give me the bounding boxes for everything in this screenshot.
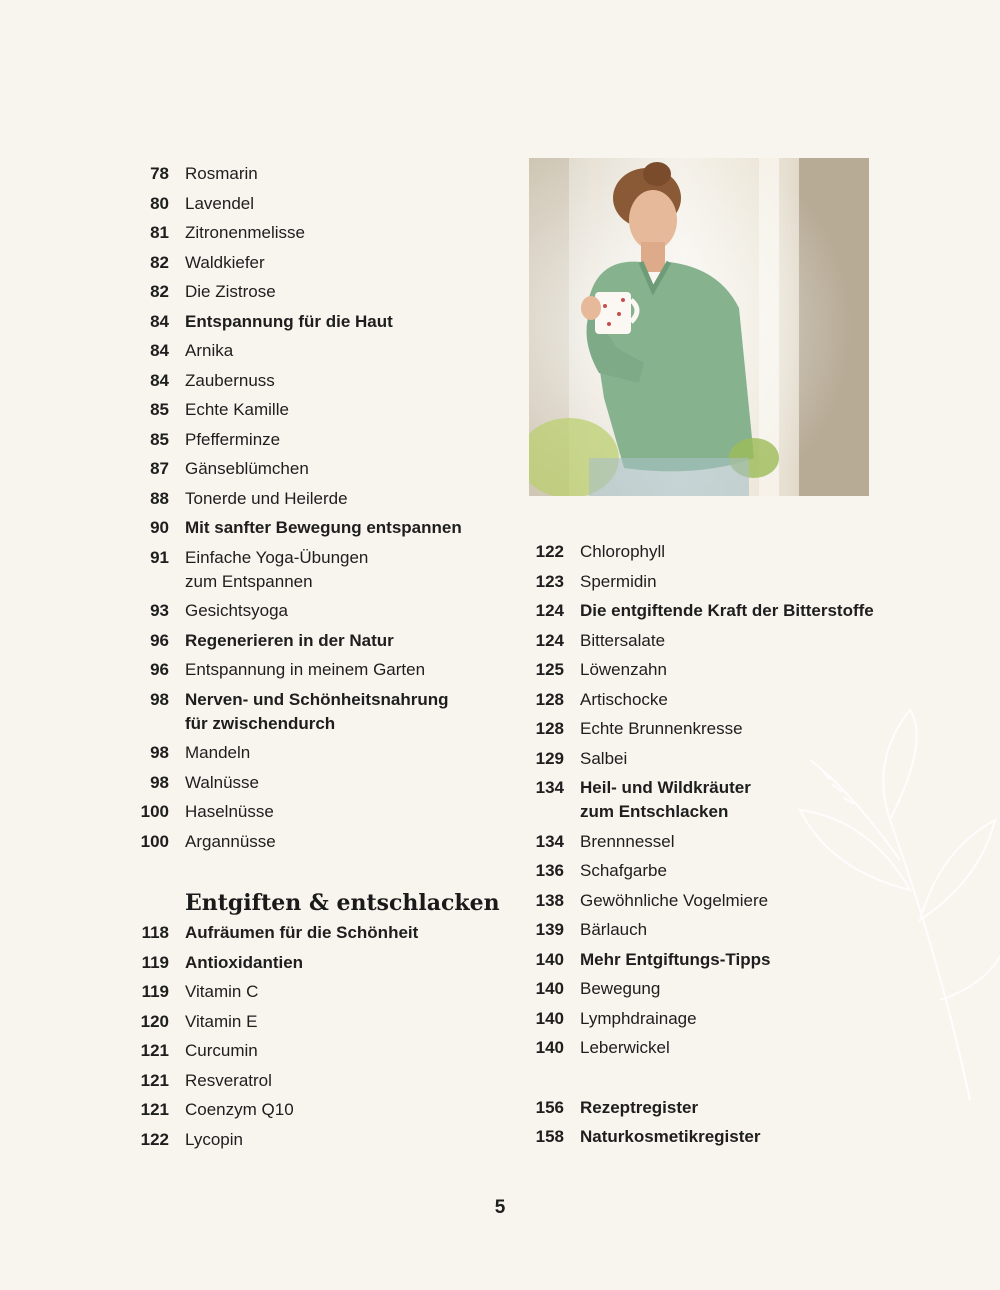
toc-entry-title-line: Rezeptregister — [580, 1097, 699, 1117]
toc-entry — [133, 599, 503, 629]
toc-entry-title-line: Die entgiftende Kraft der Bitterstoffe — [580, 601, 874, 620]
toc-page-number: 138 — [535, 890, 564, 910]
toc-entry-title — [185, 192, 254, 216]
toc-entry-title — [580, 717, 743, 741]
toc-entry — [133, 629, 503, 659]
toc-entry-title-line: Brennnessel — [580, 831, 675, 851]
toc-page-number: 140 — [535, 979, 564, 998]
toc-entry — [133, 310, 503, 340]
toc-left-column — [133, 162, 503, 1157]
toc-page-number: 128 — [535, 719, 564, 738]
toc-entry-title-line: Bärlauch — [580, 920, 648, 939]
toc-entry-title — [580, 599, 874, 623]
toc-entry-title-line: Gewöhnliche Vogelmiere — [580, 890, 769, 910]
toc-entry-title — [185, 398, 289, 422]
toc-page-number: 136 — [535, 861, 564, 880]
section-heading: Entgiften & entschlacken — [185, 890, 500, 916]
toc-entry-title — [185, 1010, 257, 1034]
toc-entry-title — [185, 251, 265, 275]
toc-entry — [133, 398, 503, 428]
toc-entry-title — [185, 800, 274, 824]
toc-list — [133, 162, 503, 859]
toc-entry-title-line: Bewegung — [580, 979, 661, 998]
toc-page-number: 82 — [150, 252, 169, 272]
toc-entry-title — [185, 221, 305, 245]
toc-entry-title-line: Regenerieren in der Natur — [185, 630, 394, 650]
toc-entry-title-line: Artischocke — [580, 689, 668, 709]
toc-entry-title-line: Lymphdrainage — [580, 1008, 697, 1028]
toc-entry-title-line: Zitronenmelisse — [185, 223, 305, 242]
toc-entry-title-line: Antioxidantien — [185, 952, 304, 972]
toc-entry-title-line: Gesichtsyoga — [185, 601, 288, 620]
toc-entry-title — [185, 830, 276, 854]
toc-entry-title — [580, 859, 667, 883]
toc-page-number: 118 — [141, 923, 169, 942]
toc-entry — [528, 629, 888, 659]
toc-entry-title — [185, 457, 309, 481]
toc-entry-title — [185, 1039, 258, 1063]
toc-entry-title — [580, 688, 668, 712]
toc-page-number: 121 — [140, 1100, 169, 1119]
toc-entry — [133, 741, 503, 771]
leaf-ornament-icon — [770, 700, 1000, 1100]
photo-woman-with-tea-mug — [529, 158, 869, 496]
toc-entry — [133, 369, 503, 399]
toc-page-number: 85 — [150, 429, 169, 449]
toc-page-number: 87 — [150, 459, 169, 478]
toc-entry-title — [580, 918, 647, 942]
toc-entry — [133, 516, 503, 546]
toc-page-number: 125 — [535, 660, 564, 679]
toc-page-number: 128 — [535, 689, 564, 709]
toc-page-number: 158 — [535, 1127, 564, 1146]
toc-entry-title-line: Nerven- und Schönheitsnahrung — [185, 689, 449, 709]
toc-entry — [133, 428, 503, 458]
toc-page-number: 119 — [141, 982, 169, 1001]
toc-entry — [133, 280, 503, 310]
toc-entry — [133, 658, 503, 688]
toc-entry — [133, 162, 503, 192]
toc-entry-title — [185, 339, 233, 363]
toc-entry-title — [185, 280, 276, 304]
toc-entry-title — [185, 629, 394, 653]
toc-entry-title-line: Mehr Entgiftungs-Tipps — [580, 949, 771, 969]
toc-entry — [133, 951, 503, 981]
toc-entry-title — [580, 570, 657, 594]
toc-entry-title-line: Naturkosmetikregister — [580, 1127, 761, 1146]
toc-entry-title-line: Walnüsse — [185, 772, 260, 792]
toc-entry-title-line: Echte Kamille — [185, 400, 289, 419]
toc-entry-title — [580, 1036, 670, 1060]
toc-page-number: 120 — [140, 1011, 169, 1031]
toc-entry-title-line: für zwischendurch — [185, 713, 336, 733]
toc-entry-title-line: zum Entschlacken — [580, 802, 729, 821]
toc-entry — [133, 830, 503, 860]
toc-entry-title-line: Resveratrol — [185, 1070, 272, 1090]
toc-entry-title-line: Heil- und Wildkräuter — [580, 778, 751, 797]
toc-entry-title-line: Haselnüsse — [185, 802, 274, 821]
toc-page-number: 140 — [535, 1008, 564, 1028]
toc-entry-title — [580, 658, 667, 682]
toc-page-number: 100 — [140, 802, 169, 821]
toc-page-number: 96 — [150, 660, 169, 679]
toc-entry-title-line: Argannüsse — [185, 831, 276, 851]
toc-entry — [133, 771, 503, 801]
toc-page-number: 96 — [150, 630, 169, 650]
toc-page-number: 85 — [150, 400, 169, 419]
toc-entry-title-line: Spermidin — [580, 571, 657, 591]
toc-page-number: 81 — [150, 223, 169, 242]
toc-page-number: 82 — [150, 282, 169, 301]
toc-entry — [528, 570, 888, 600]
page-number: 5 — [494, 1197, 506, 1218]
toc-page-number: 98 — [150, 743, 169, 762]
toc-entry-title — [185, 310, 393, 334]
toc-page-number: 124 — [535, 601, 564, 620]
toc-list — [528, 1096, 888, 1155]
toc-entry-title-line: Lycopin — [185, 1129, 243, 1149]
toc-entry-title-line: Schafgarbe — [580, 861, 667, 880]
toc-entry — [133, 221, 503, 251]
toc-page-number: 78 — [150, 164, 169, 183]
toc-entry-title — [580, 948, 770, 972]
toc-page-number: 134 — [535, 831, 564, 851]
toc-entry-title — [185, 546, 368, 594]
toc-entry-title — [185, 1098, 294, 1122]
toc-entry-title-line: Gänseblümchen — [185, 459, 309, 478]
toc-entry-title-line: Zaubernuss — [185, 370, 275, 390]
toc-entry-title — [580, 1125, 760, 1149]
toc-entry-title — [580, 830, 675, 854]
toc-entry-title-line: Löwenzahn — [580, 660, 667, 679]
toc-entry-title — [185, 369, 275, 393]
toc-entry-title-line: Rosmarin — [185, 164, 258, 183]
toc-entry-title-line: Echte Brunnenkresse — [580, 719, 743, 738]
toc-entry-title — [185, 599, 288, 623]
toc-entry-title — [580, 540, 665, 564]
toc-entry-title — [580, 1096, 698, 1120]
toc-entry — [528, 599, 888, 629]
toc-entry — [133, 1128, 503, 1158]
toc-page-number: 121 — [140, 1041, 169, 1060]
toc-entry-title — [185, 162, 258, 186]
toc-entry — [133, 800, 503, 830]
toc-entry-title — [580, 629, 665, 653]
toc-entry-title-line: Lavendel — [185, 193, 255, 213]
toc-entry-title-line: Einfache Yoga-Übungen — [185, 547, 369, 567]
toc-entry-title-line: Bittersalate — [580, 630, 666, 650]
toc-entry-title — [580, 747, 627, 771]
toc-entry — [133, 688, 503, 742]
toc-entry — [133, 339, 503, 369]
toc-page-number: 123 — [535, 571, 564, 591]
toc-entry-title — [580, 977, 660, 1001]
toc-page-number: 93 — [150, 601, 169, 620]
toc-page-number: 119 — [141, 952, 169, 972]
toc-entry — [133, 457, 503, 487]
toc-entry-title-line: Pfefferminze — [185, 429, 281, 449]
toc-entry-title — [185, 658, 425, 682]
toc-entry — [133, 1039, 503, 1069]
toc-entry-title-line: Salbei — [580, 748, 628, 768]
toc-entry-title-line: Vitamin C — [185, 982, 259, 1001]
toc-entry-title-line: Arnika — [185, 341, 234, 360]
toc-entry — [133, 251, 503, 281]
toc-entry-title-line: Curcumin — [185, 1041, 258, 1060]
toc-entry-title — [185, 1128, 243, 1152]
toc-list — [133, 921, 503, 1157]
toc-entry — [133, 980, 503, 1010]
toc-entry-title — [185, 487, 348, 511]
toc-entry — [133, 192, 503, 222]
toc-page-number: 122 — [535, 542, 564, 561]
toc-page-number: 129 — [535, 748, 564, 768]
toc-entry-title-line: Waldkiefer — [185, 252, 265, 272]
toc-entry — [528, 540, 888, 570]
toc-entry-title-line: Vitamin E — [185, 1011, 258, 1031]
toc-entry-title — [185, 921, 418, 945]
toc-entry — [133, 1098, 503, 1128]
toc-page-number: 84 — [150, 311, 169, 331]
toc-entry-title — [185, 1069, 272, 1093]
toc-entry-title-line: Coenzym Q10 — [185, 1100, 294, 1119]
toc-entry-title-line: Aufräumen für die Schönheit — [185, 923, 419, 942]
toc-page-number: 80 — [150, 193, 169, 213]
toc-page-number: 140 — [535, 1038, 564, 1057]
toc-entry-title — [185, 741, 250, 765]
toc-entry — [133, 921, 503, 951]
toc-page-number: 139 — [535, 920, 564, 939]
toc-page-number: 156 — [535, 1097, 564, 1117]
toc-entry-title-line: Entspannung für die Haut — [185, 311, 393, 331]
toc-page-number: 122 — [140, 1129, 169, 1149]
toc-page-number: 124 — [535, 630, 564, 650]
toc-entry — [528, 658, 888, 688]
toc-entry-title — [580, 776, 751, 824]
toc-page-number: 98 — [150, 772, 169, 792]
toc-entry — [133, 1010, 503, 1040]
toc-entry-title-line: zum Entspannen — [185, 571, 313, 591]
toc-entry — [133, 1069, 503, 1099]
toc-page-number: 134 — [535, 778, 564, 797]
toc-entry-title — [185, 771, 259, 795]
toc-entry-title-line: Entspannung in meinem Garten — [185, 660, 426, 679]
toc-entry-title-line: Leberwickel — [580, 1038, 670, 1057]
toc-entry-title-line: Mandeln — [185, 743, 251, 762]
toc-page-number: 98 — [150, 689, 169, 709]
toc-entry — [528, 1125, 888, 1155]
toc-entry-title — [580, 1007, 697, 1031]
toc-entry-title — [185, 688, 449, 736]
toc-page-number: 140 — [535, 949, 564, 969]
toc-entry — [133, 487, 503, 517]
toc-page-number: 100 — [140, 831, 169, 851]
toc-entry-title — [185, 951, 303, 975]
toc-page-number: 91 — [150, 547, 169, 567]
toc-entry-title-line: Tonerde und Heilerde — [185, 488, 348, 508]
toc-entry-title — [185, 516, 462, 540]
toc-entry-title — [185, 980, 258, 1004]
toc-page-number: 88 — [150, 488, 169, 508]
toc-page-number: 84 — [150, 370, 169, 390]
toc-entry-title-line: Chlorophyll — [580, 542, 666, 561]
toc-entry-title — [580, 889, 768, 913]
toc-page-number: 121 — [140, 1070, 169, 1090]
toc-entry-title-line: Die Zistrose — [185, 282, 276, 301]
toc-page-number: 84 — [150, 341, 169, 360]
toc-entry-title-line: Mit sanfter Bewegung entspannen — [185, 518, 462, 537]
toc-entry-title — [185, 428, 280, 452]
toc-page-number: 90 — [150, 518, 169, 537]
toc-entry — [133, 546, 503, 600]
